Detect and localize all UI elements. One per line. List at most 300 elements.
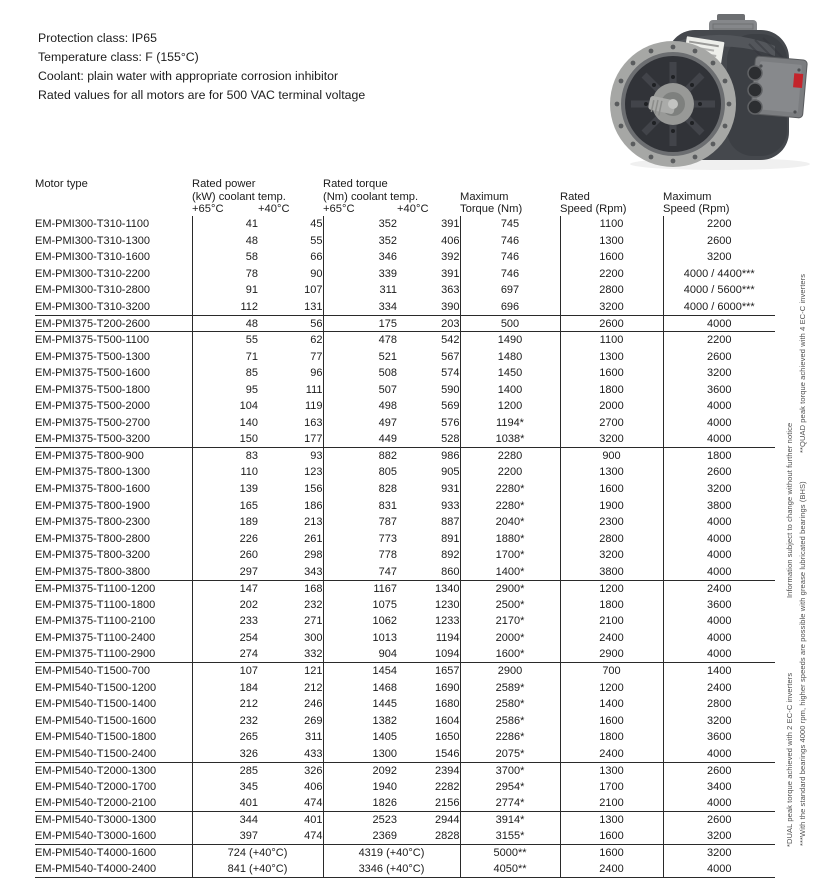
cell-ms: 4000 [707,631,732,644]
table-row [35,597,775,614]
cell-p65: 254 [239,631,258,644]
cell-rs: 3200 [560,299,663,316]
cell-p40: 213 [258,514,323,531]
cell-t65: 1062 [372,615,397,628]
table-row [35,448,775,465]
cell-rs: 2300 [560,514,663,531]
cell-mt: 746 [460,249,560,266]
cell-rs: 1400 [560,696,663,713]
cell-t65: 1167 [373,582,397,595]
cell-ms: 4000 [663,315,775,332]
cell-type: EM-PMI300-T310-1600 [35,249,192,266]
cell-mt: 1480 [460,348,560,365]
cell-t65: 1405 [372,731,397,744]
cell-type: EM-PMI375-T500-2000 [35,398,192,415]
cell-ms: 4000 [707,615,732,628]
cable-gland [748,100,762,114]
cell-ms: 3600 [707,383,732,396]
cell-t65: 828 [378,483,397,496]
table-row [35,266,775,283]
cell-type: EM-PMI540-T4000-2400 [35,861,192,878]
cell-type: EM-PMI375-T1100-2900 [35,646,192,663]
cell-p65: 226 [239,532,258,545]
cell-ms: 3200 [707,483,732,496]
cell-type: EM-PMI375-T500-1800 [35,381,192,398]
col-header-torque-40c: +40°C [397,203,429,215]
table-row [35,580,775,597]
table-row [35,563,775,580]
cell-p40: 269 [258,712,323,729]
cell-t65: 1445 [372,698,397,711]
table-header [35,177,775,216]
cell-mt: 1700* [460,547,560,564]
table-row [35,497,775,514]
col-header-rated-power: Rated power [192,178,256,190]
cell-p65: 285 [239,764,258,777]
motor-shaft [644,75,702,133]
cell-mt: 2000* [460,630,560,647]
cell-rs: 2100 [560,795,663,812]
cell-p65: 202 [239,598,258,611]
cell-p40: 96 [258,365,323,382]
col-header-max-speed-2: Speed (Rpm) [663,203,730,215]
cell-rs: 3200 [560,547,663,564]
motor-illustration [605,12,820,174]
cell-type: EM-PMI540-T1500-2400 [35,746,192,763]
cell-t65: 1382 [372,714,397,727]
cell-type: EM-PMI540-T1500-700 [35,663,192,680]
cell-ms: 4000 [663,431,775,448]
cell-ms: 2600 [707,234,732,247]
cell-rs: 2400 [560,746,663,763]
rated-values-line: Rated values for all motors are for 500 VAC terminal voltage [38,88,366,102]
table-row [35,481,775,498]
cell-p65: 297 [192,563,258,580]
cell-p65: 326 [192,746,258,763]
cell-t65: 1468 [372,681,397,694]
cell-t65: 2369 [323,828,397,845]
table-row [35,547,775,564]
cell-type: EM-PMI300-T310-1100 [35,216,192,233]
col-header-torque-unit: (Nm) coolant temp. [323,191,419,203]
cell-t40: 392 [397,249,460,266]
cell-ms: 4000 [663,646,775,663]
cell-ms: 3200 [707,367,732,380]
cell-p65: 58 [245,251,258,264]
cable-gland [748,66,762,80]
table-row [35,861,775,878]
cell-ms: 2600 [707,350,732,363]
cell-t65: 346 [378,251,397,264]
cell-ms: 2600 [707,814,732,827]
cell-ms: 4000 [663,861,775,878]
cell-p40: 168 [258,580,323,597]
cell-type: EM-PMI300-T310-1300 [35,233,192,250]
cell-rs: 700 [560,663,663,680]
table-row [35,746,775,763]
cell-rs: 1300 [560,233,663,250]
table-row [35,332,775,349]
cell-t65: 334 [323,299,397,316]
col-header-motor-type: Motor type [35,178,88,190]
cell-t65: 339 [378,267,397,280]
cell-type: EM-PMI375-T500-1100 [35,332,192,349]
table-row [35,696,775,713]
cell-p65: 91 [245,284,258,297]
cell-t65: 507 [378,383,397,396]
cell-rs: 1800 [560,381,663,398]
cell-t65: 1075 [372,598,397,611]
cell-p40: 474 [258,828,323,845]
cell-t40: 1233 [397,613,460,630]
cell-t65: 352 [378,218,397,231]
col-header-rated-speed-1: Rated [560,191,590,203]
cell-p65: 55 [245,334,258,347]
cell-rs: 1200 [560,679,663,696]
col-header-power-65c: +65°C [192,203,224,215]
cell-type: EM-PMI375-T800-2300 [35,514,192,531]
cell-tm: 3346 (+40°C) [323,861,460,878]
spec-summary [38,29,365,105]
cell-p65: 233 [239,615,258,628]
cell-rs: 1300 [560,464,663,481]
cell-mt: 1200 [460,398,560,415]
cell-rs: 1600 [560,828,663,845]
table-row [35,216,775,233]
table-row [35,431,775,448]
cell-t65: 497 [378,416,397,429]
cell-t40: 569 [397,398,460,415]
cell-p65: 189 [239,516,258,529]
cell-t40: 1194 [397,630,460,647]
cell-p65: 48 [192,315,258,332]
cell-t40: 2156 [397,795,460,812]
cell-t40: 931 [397,481,460,498]
cell-t40: 1230 [397,597,460,614]
cell-t65: 831 [378,499,397,512]
col-header-max-torque-2: Torque (Nm) [460,203,523,215]
col-header-max-torque-1: Maximum [460,191,509,203]
cell-t40: 203 [397,315,460,332]
danfoss-logo [793,73,803,88]
cell-mt: 746 [460,266,560,283]
cell-ms: 3200 [707,714,732,727]
cell-p65: 41 [245,218,258,231]
cell-mt: 697 [460,282,560,299]
col-header-power-40c: +40°C [258,203,290,215]
header-spacer [35,203,192,216]
cell-ms: 4000 [663,746,775,763]
table-row [35,249,775,266]
cell-p40: 121 [258,663,323,680]
cell-rs: 2900 [560,646,663,663]
cell-t40: 1680 [397,696,460,713]
cell-type: EM-PMI540-T1500-1400 [35,696,192,713]
cell-mt: 2280* [460,497,560,514]
cell-p65: 110 [240,466,258,479]
table-row [35,762,775,779]
cell-p65: 107 [239,665,258,678]
cell-rs: 2200 [560,266,663,283]
cell-p40: 401 [258,812,323,829]
cell-t65: 805 [378,466,397,479]
table-row [35,729,775,746]
cell-t40: 860 [397,563,460,580]
cell-t40: 391 [397,266,460,283]
cell-rs: 3200 [560,431,663,448]
cell-p40: 311 [258,729,323,746]
footnote-bearings: ***With the standard bearings 4000 rpm, higher speeds are possible with grease lubricated bearings (BHS) [798,481,807,846]
cell-type: EM-PMI375-T1100-2400 [35,630,192,647]
cell-ms: 4000 [707,532,732,545]
cell-type: EM-PMI300-T310-2200 [35,266,192,283]
cell-rs: 1300 [560,762,663,779]
cell-rs: 1600 [560,845,663,862]
cell-type: EM-PMI300-T310-3200 [35,299,192,316]
table-row [35,779,775,796]
cell-mt: 2200 [460,464,560,481]
cell-tm: 4319 (+40°C) [323,845,460,862]
cell-t40: 2828 [397,828,460,845]
cell-t65: 1300 [323,746,397,763]
motor-spec-table [35,177,775,878]
cell-mt: 745 [460,216,560,233]
table-row [35,795,775,812]
cell-t40: 406 [397,233,460,250]
cell-p40: 212 [258,679,323,696]
cell-ms: 1800 [707,450,732,463]
cell-type: EM-PMI540-T1500-1800 [35,729,192,746]
cell-ms: 3200 [707,251,732,264]
cell-t40: 905 [397,464,460,481]
cell-p65: 112 [192,299,258,316]
cell-p40: 246 [258,696,323,713]
coolant-line: Coolant: plain water with appropriate corrosion inhibitor [38,69,339,83]
cell-t40: 390 [397,299,460,316]
cell-type: EM-PMI375-T500-1600 [35,365,192,382]
cable-gland [748,83,762,97]
cell-rs: 2400 [560,861,663,878]
cell-mt: 2170* [460,613,560,630]
cell-t40: 2282 [397,779,460,796]
cell-ms: 3400 [707,780,732,793]
cell-rs: 1600 [560,481,663,498]
cell-type: EM-PMI375-T800-900 [35,448,192,465]
cell-mt: 1880* [460,530,560,547]
cell-p40: 56 [258,315,323,332]
cell-p40: 300 [258,630,323,647]
cell-p40: 55 [258,233,323,250]
table-row [35,630,775,647]
cell-ms: 3600 [707,598,732,611]
footnote-quad-torque: **QUAD peak torque achieved with 4 EC-C inverters [798,273,807,453]
cell-p40: 261 [258,530,323,547]
cell-mt: 2900 [460,663,560,680]
protection-class-line: Protection class: IP65 [38,31,157,45]
cell-t40: 891 [397,530,460,547]
cell-ms: 4000 [707,400,732,413]
cell-t65: 747 [323,563,397,580]
cell-t65: 175 [323,315,397,332]
table-row [35,381,775,398]
cell-p65: 78 [245,267,258,280]
cell-p65: 265 [239,731,258,744]
cell-t65: 498 [378,400,397,413]
cell-p40: 406 [258,779,323,796]
cell-t65: 2092 [372,764,397,777]
cell-mt: 2900* [460,580,560,597]
table-row [35,315,775,332]
cell-p65: 184 [239,681,258,694]
cell-p40: 107 [258,282,323,299]
cell-mt: 2580* [460,696,560,713]
cell-t65: 1826 [323,795,397,812]
cell-mt: 1038* [460,431,560,448]
cell-p40: 77 [258,348,323,365]
cell-p40: 66 [258,249,323,266]
cell-type: EM-PMI540-T4000-1600 [35,845,192,862]
cell-mt: 2586* [460,712,560,729]
cell-p65: 397 [192,828,258,845]
cell-mt: 2286* [460,729,560,746]
cell-rs: 1800 [560,597,663,614]
cell-mt: 2500* [460,597,560,614]
cell-t65: 773 [378,532,397,545]
cell-ms: 2800 [707,698,732,711]
cell-ms: 2200 [707,218,732,231]
cell-mt: 696 [460,299,560,316]
cell-mt: 2954* [460,779,560,796]
cell-p40: 163 [258,415,323,432]
cell-t65: 352 [378,234,397,247]
footnote-dual-torque: *DUAL peak torque achieved with 2 EC-C inverters [785,672,794,847]
cell-ms: 2600 [707,764,732,777]
cell-p40: 343 [258,563,323,580]
cell-type: EM-PMI375-T800-1900 [35,497,192,514]
cell-rs: 2800 [560,530,663,547]
cell-t65: 1454 [372,665,397,678]
cell-type: EM-PMI375-T1100-2100 [35,613,192,630]
table-row [35,365,775,382]
cell-p65: 401 [192,795,258,812]
cell-type: EM-PMI375-T800-2800 [35,530,192,547]
cell-rs: 1200 [560,580,663,597]
cell-p65: 150 [192,431,258,448]
cell-p65: 139 [239,483,258,496]
cell-ms: 4000 [707,549,732,562]
cell-p65: 344 [239,814,258,827]
cell-ms: 1400 [707,665,732,678]
cell-p65: 71 [245,350,258,363]
motor-photo [605,12,820,174]
cell-t40: 528 [397,431,460,448]
cell-pm: 724 (+40°C) [192,845,323,862]
cell-type: EM-PMI375-T800-3200 [35,547,192,564]
table-row [35,514,775,531]
cell-t40: 1657 [397,663,460,680]
cell-mt: 746 [460,233,560,250]
cell-p40: 271 [258,613,323,630]
table-row [35,398,775,415]
cell-t40: 986 [397,448,460,465]
cell-type: EM-PMI375-T200-2600 [35,315,192,332]
cell-mt: 1600* [460,646,560,663]
cell-t40: 1094 [397,646,460,663]
cell-ms: 2600 [707,466,732,479]
cell-p65: 104 [239,400,258,413]
cell-ms: 4000 [663,563,775,580]
cell-t40: 574 [397,365,460,382]
cell-type: EM-PMI540-T2000-1300 [35,762,192,779]
cell-ms: 3200 [663,828,775,845]
cell-mt: 1400* [460,563,560,580]
cell-type: EM-PMI375-T800-3800 [35,563,192,580]
cell-t40: 2394 [397,762,460,779]
cell-t40: 542 [397,332,460,349]
spec-table-body [35,216,775,878]
cell-ms: 3200 [707,847,732,860]
cell-rs: 1100 [560,332,663,349]
cell-rs: 1800 [560,729,663,746]
cell-t40: 892 [397,547,460,564]
cell-mt: 4050** [460,861,560,878]
table-row [35,828,775,845]
table-row [35,233,775,250]
table-row [35,663,775,680]
header-spacer [460,177,560,190]
cell-p40: 45 [258,216,323,233]
cell-t65: 508 [378,367,397,380]
cell-p65: 165 [239,499,258,512]
cell-ms: 4000 / 4400*** [683,267,755,280]
cell-rs: 1600 [560,365,663,382]
table-row [35,812,775,829]
cell-type: EM-PMI375-T500-1300 [35,348,192,365]
cell-t40: 576 [397,415,460,432]
cell-t65: 1940 [372,780,397,793]
header-spacer [35,190,192,203]
cell-type: EM-PMI375-T800-1600 [35,481,192,498]
cell-mt: 3700* [460,762,560,779]
cell-ms: 2400 [707,681,732,694]
cell-mt: 3914* [460,812,560,829]
cell-rs: 2600 [560,315,663,332]
header-spacer [560,177,663,190]
cell-p40: 90 [258,266,323,283]
cell-p40: 326 [258,762,323,779]
table-row [35,845,775,862]
cell-p40: 186 [258,497,323,514]
cell-rs: 2700 [560,415,663,432]
cell-mt: 500 [460,315,560,332]
cell-ms: 2200 [707,334,732,347]
table-row [35,348,775,365]
cell-t65: 778 [378,549,397,562]
cell-mt: 2280* [460,481,560,498]
cell-rs: 2000 [560,398,663,415]
cell-p40: 119 [258,398,323,415]
cell-t65: 521 [378,350,397,363]
cell-ms: 3600 [707,731,732,744]
cell-t65: 787 [378,516,397,529]
cell-t40: 1604 [397,712,460,729]
cell-ms: 2400 [707,582,732,595]
cell-mt: 2075* [460,746,560,763]
cell-p40: 93 [258,448,323,465]
cell-p65: 95 [245,383,258,396]
cell-p65: 83 [245,450,258,463]
col-header-max-speed-1: Maximum [663,191,712,203]
